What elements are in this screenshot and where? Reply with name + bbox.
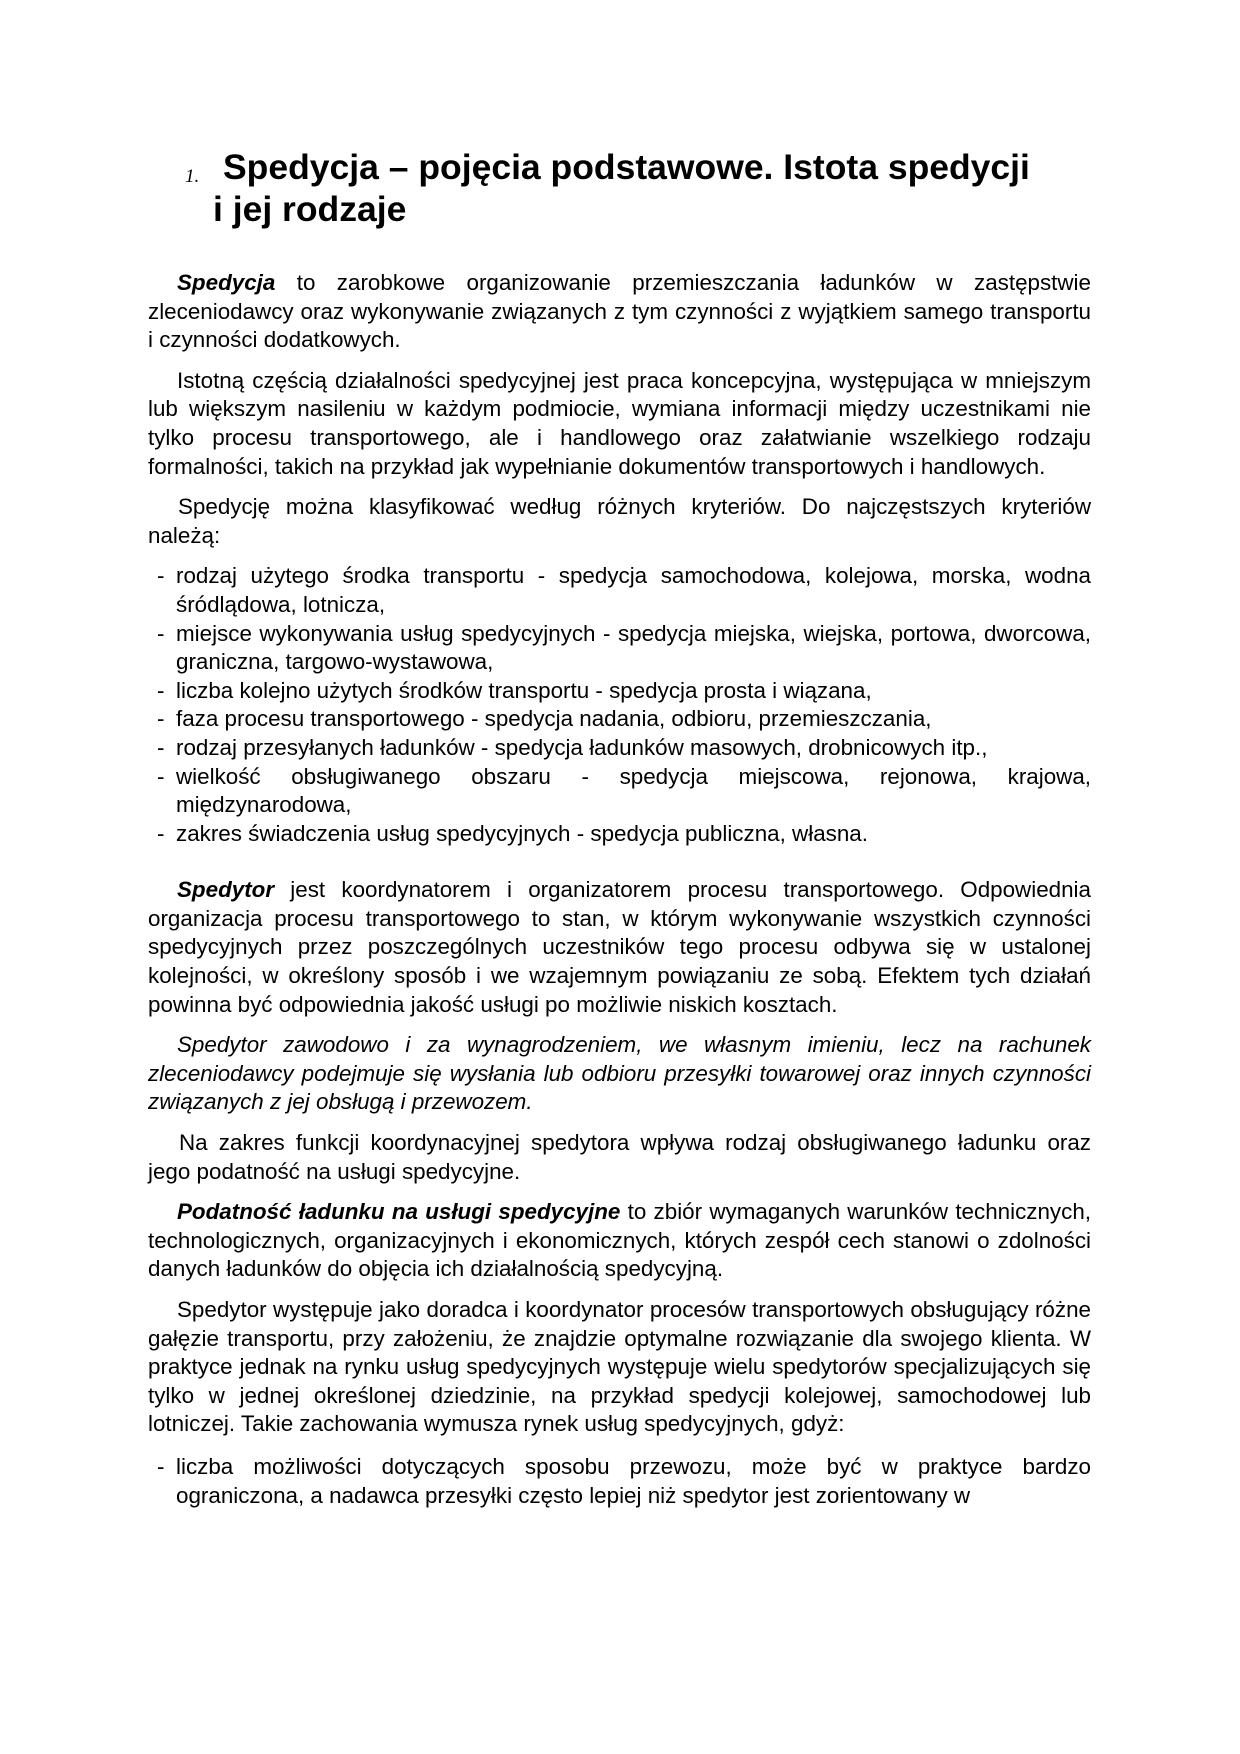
document-body (148, 269, 1091, 1510)
list-item-text: rodzaj użytego środka transportu - spedycja samochodowa, kolejowa, morska, wodna śródlądowa, lotnicza, (176, 563, 1091, 617)
paragraph-spedytor-legal-definition: Spedytor zawodowo i za wynagrodzeniem, we własnym imieniu, lecz na rachunek zleceniodawcy podejmuje się wysłania lub odbioru przesyłki towarowej oraz innych czynności związanych z jej obsługą i przewozem. (148, 1032, 1091, 1115)
list-item (148, 705, 1091, 734)
dash-bullet-icon: - (157, 734, 165, 760)
term-spedycja: Spedycja (177, 270, 276, 295)
list-item (148, 1453, 1091, 1510)
list-item (148, 763, 1091, 820)
list-item-text: rodzaj przesyłanych ładunków - spedycja ładunków masowych, drobnicowych itp., (176, 734, 988, 760)
paragraph-classification-intro: Spedycję można klasyfikować według różnych kryteriów. Do najczęstszych kryteriów należą: (148, 494, 1091, 548)
criteria-list (148, 562, 1091, 848)
paragraph-definition-podatnosc (148, 1198, 1091, 1284)
list-item-text: wielkość obsługiwanego obszaru - spedycja miejscowa, rejonowa, krajowa, międzynarodowa, (176, 763, 1091, 818)
dash-bullet-icon: - (157, 1453, 165, 1479)
paragraph-text: jest koordynatorem i organizatorem procesu transportowego. Odpowiednia organizacja procesu transportowego to stan, w którym wykonywanie wszystkich czynności spedycyjnych przez poszczególnych uczestników tego procesu odbywa się w ustalonej kolejności, w określony sposób i we wzajemnym powiązaniu ze sobą. Efektem tych działań powinna być odpowiednia jakość usługi po możliwie niskich kosztach. (148, 877, 1091, 1017)
heading-title-line-1: Spedycja – pojęcia podstawowe. Istota spedycji (223, 147, 1030, 187)
heading-number: 1. (185, 166, 200, 187)
dash-bullet-icon: - (157, 563, 165, 589)
list-item (148, 734, 1091, 763)
list-item (148, 677, 1091, 706)
term-spedytor: Spedytor (177, 877, 275, 903)
dash-bullet-icon: - (157, 820, 165, 846)
dash-bullet-icon: - (157, 620, 165, 646)
dash-bullet-icon: - (157, 677, 165, 703)
list-item-text: zakres świadczenia usług spedycyjnych - spedycja publiczna, własna. (176, 820, 868, 846)
list-item-text: liczba kolejno użytych środków transportu - spedycja prosta i wiązana, (176, 677, 872, 703)
paragraph-definition-spedytor (148, 876, 1091, 1019)
paragraph-text: to zarobkowe organizowanie przemieszczania ładunków w zastępstwie zleceniodawcy oraz wykonywanie związanych z tym czynności z wyjątkiem samego transportu i czynności dodatkowych. (148, 270, 1091, 353)
list-item-text: miejsce wykonywania usług spedycyjnych - spedycja miejska, wiejska, portowa, dworcowa, graniczna, targowo-wystawowa, (176, 620, 1091, 675)
paragraph-definition-spedycja (148, 269, 1091, 355)
list-item (148, 562, 1091, 619)
term-podatnosc: Podatność ładunku na usługi spedycyjne (177, 1199, 621, 1225)
paragraph-text: to zbiór wymaganych warunków technicznych, technologicznych, organizacyjnych i ekonomicznych, których zespół cech stanowi o zdolności danych ładunków do objęcia ich działalnością spedycyjną. (148, 1199, 1091, 1282)
paragraph-spedytor-role: Spedytor występuje jako doradca i koordynator procesów transportowych obsługujący różne gałęzie transportu, przy założeniu, że znajdzie optymalne rozwiązanie dla swojego klienta. W praktyce jednak na rynku usług spedycyjnych występuje wielu spedytorów specjalizujących się tylko w jednej określonej dziedzinie, na przykład spedycji kolejowej, samochodowej lub lotniczej. Takie zachowania wymusza rynek usług spedycyjnych, gdyż: (148, 1297, 1091, 1437)
paragraph-conceptual-work: Istotną częścią działalności spedycyjnej jest praca koncepcyjna, występująca w mniejszym lub większym nasileniu w każdym podmiocie, wymiana informacji między uczestnikami nie tylko procesu transportowego, ale i handlowego oraz załatwianie wszelkiego rodzaju formalności, takich na przykład jak wypełnianie dokumentów transportowych i handlowych. (148, 367, 1091, 479)
list-item-text: liczba możliwości dotyczących sposobu przewozu, może być w praktyce bardzo ograniczona, a nadawca przesyłki często lepiej niż spedytor jest zorientowany w (176, 1453, 1091, 1508)
dash-bullet-icon: - (157, 706, 165, 732)
reasons-list (148, 1453, 1091, 1510)
list-item (148, 620, 1091, 677)
paragraph-coordination-scope: Na zakres funkcji koordynacyjnej spedytora wpływa rodzaj obsługiwanego ładunku oraz jego podatność na usługi spedycyjne. (148, 1130, 1091, 1184)
list-item (148, 820, 1091, 849)
dash-bullet-icon: - (157, 763, 165, 789)
list-item-text: faza procesu transportowego - spedycja nadania, odbioru, przemieszczania, (176, 706, 932, 732)
heading-title-line-2: i jej rodzaje (213, 189, 407, 229)
heading-title (213, 146, 1095, 230)
section-heading (185, 146, 1095, 230)
